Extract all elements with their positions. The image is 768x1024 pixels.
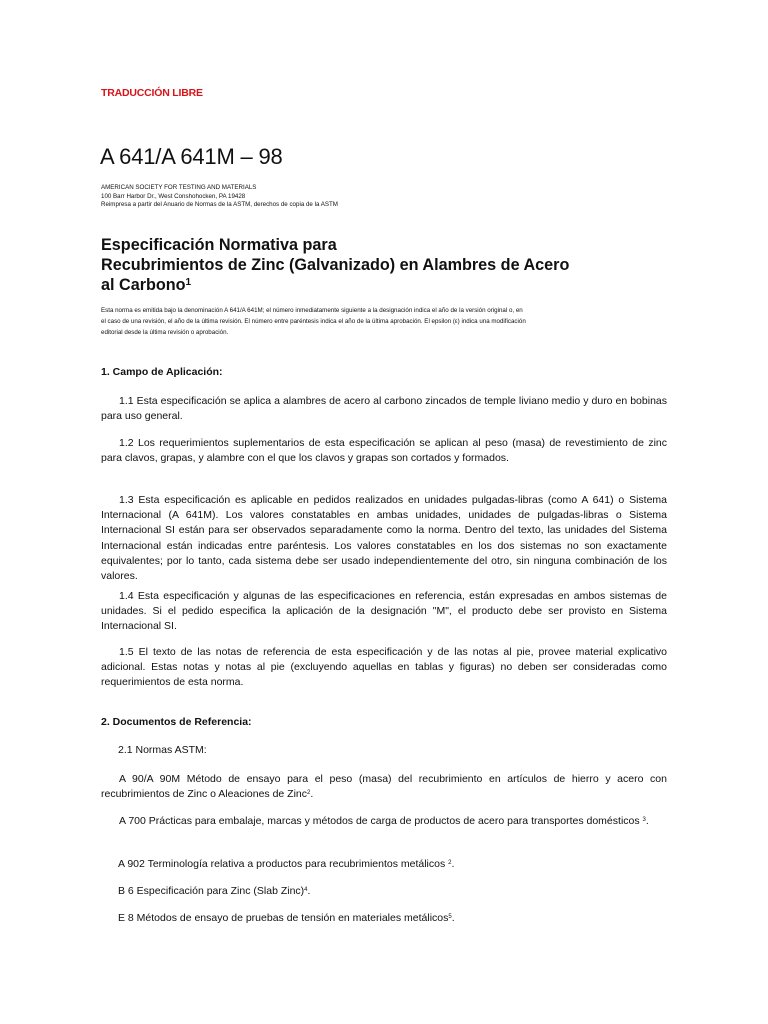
- standard-code: A 641/A 641M – 98: [100, 144, 283, 169]
- paragraph-1-1: 1.1 Esta especificación se aplica a alambres de acero al carbono zincados de temple liviano medio y duro en bobinas para uso general.: [101, 395, 667, 423]
- note-line-1: Esta norma es emitida bajo la denominación A 641/A 641M; el número inmediatamente siguiente a la designación indica el año de la versión original o, en: [101, 307, 523, 314]
- reference-end: .: [310, 788, 314, 801]
- org-address: 100 Barr Harbor Dr., West Conshohocken, PA 19428: [101, 192, 246, 200]
- reference-item: [118, 857, 454, 872]
- note-line-3: editorial desde la última revisión o aprobación.: [101, 329, 229, 336]
- designation-note: [101, 305, 571, 338]
- title-line-2: Recubrimientos de Zinc (Galvanizado) en Alambres de Acero: [101, 256, 570, 274]
- reference-end: .: [451, 858, 455, 870]
- reference-text: E 8 Métodos de ensayo de pruebas de tensión en materiales metálicos: [118, 912, 449, 924]
- paragraph-1-3: 1.3 Esta especificación es aplicable en pedidos realizados en unidades pulgadas-libras (como A 641) o Sistema Internacional (A 641M). Los valores constatables en ambas unidades, unidades de pulgadas-libras o Sistema Internacional SI están para ser observados separadamente como la norma. Dentro del texto, las unidades del Sistema Internacional están indicadas entre paréntesis. Los valores constatables en los dos sistemas no son exactamente equivalentes; por lo tanto, cada sistema debe ser usado independientemente del otro, sin ninguna combinación de los valores.: [101, 494, 667, 583]
- reference-item: [101, 814, 667, 829]
- reference-item: [101, 772, 667, 802]
- title-line-3-text: al Carbono: [101, 276, 186, 294]
- paragraph-1-5: 1.5 El texto de las notas de referencia de esta especificación y de las notas al pie, provee material explicativo adicional. Estas notas y notas al pie (excluyendo aquellas en tablas y figuras) no deben ser consideradas como requerimientos de esta norma.: [101, 646, 667, 689]
- footnote-mark: 4: [304, 887, 308, 893]
- footnote-mark: 3: [642, 817, 646, 823]
- reference-text: A 90/A 90M Método de ensayo para el peso (masa) del recubrimiento en artículos de hierro y acero con recubrimientos de Zinc o Aleaciones de Zinc: [101, 773, 667, 801]
- footnote-mark: 5: [448, 914, 452, 920]
- reference-end: .: [645, 815, 649, 827]
- title-line-3: [101, 275, 621, 295]
- org-reprint-note: Reimpresa a partir del Anuario de Normas de la ASTM, derechos de copia de la ASTM: [101, 201, 338, 209]
- reference-text: A 902 Terminología relativa a productos para recubrimientos metálicos: [118, 858, 449, 870]
- reference-item: [118, 884, 310, 899]
- paragraph-1-4: 1.4 Esta especificación y algunas de las especificaciones en referencia, están expresadas en ambos sistemas de unidades. Si el pedido especifica la aplicación de la designación "M", el producto debe ser provisto en Sistema Internacional SI.: [101, 590, 667, 633]
- subsection-2-1-heading: 2.1 Normas ASTM:: [118, 744, 207, 756]
- section-2-heading: 2. Documentos de Referencia:: [101, 716, 252, 728]
- section-1-heading: 1. Campo de Aplicación:: [101, 366, 223, 378]
- document-title: [101, 235, 621, 295]
- reference-text: A 700 Prácticas para embalaje, marcas y métodos de carga de productos de acero para transportes domésticos: [119, 815, 643, 827]
- note-line-2: el caso de una revisión, el año de la última revisión. El número entre paréntesis indica el año de la última aprobación. El epsilon (ε) indica una modificación: [101, 318, 526, 325]
- translation-label: TRADUCCIÓN LIBRE: [101, 87, 203, 99]
- reference-end: .: [307, 885, 311, 897]
- reference-end: .: [451, 912, 455, 924]
- org-name: AMERICAN SOCIETY FOR TESTING AND MATERIALS: [101, 184, 257, 191]
- paragraph-1-2: 1.2 Los requerimientos suplementarios de esta especificación se aplican al peso (masa) de revestimiento de zinc para clavos, grapas, y alambre con el que los clavos y grapas son cortados y formados.: [101, 437, 667, 465]
- title-line-1: Especificación Normativa para: [101, 236, 337, 254]
- reference-text: B 6 Especificación para Zinc (Slab Zinc): [118, 885, 305, 897]
- reference-item: [118, 911, 455, 926]
- title-footnote-mark: 1: [185, 277, 192, 288]
- footnote-mark: 2: [448, 860, 452, 866]
- organization-info: [101, 184, 338, 210]
- footnote-mark: 2: [307, 790, 311, 797]
